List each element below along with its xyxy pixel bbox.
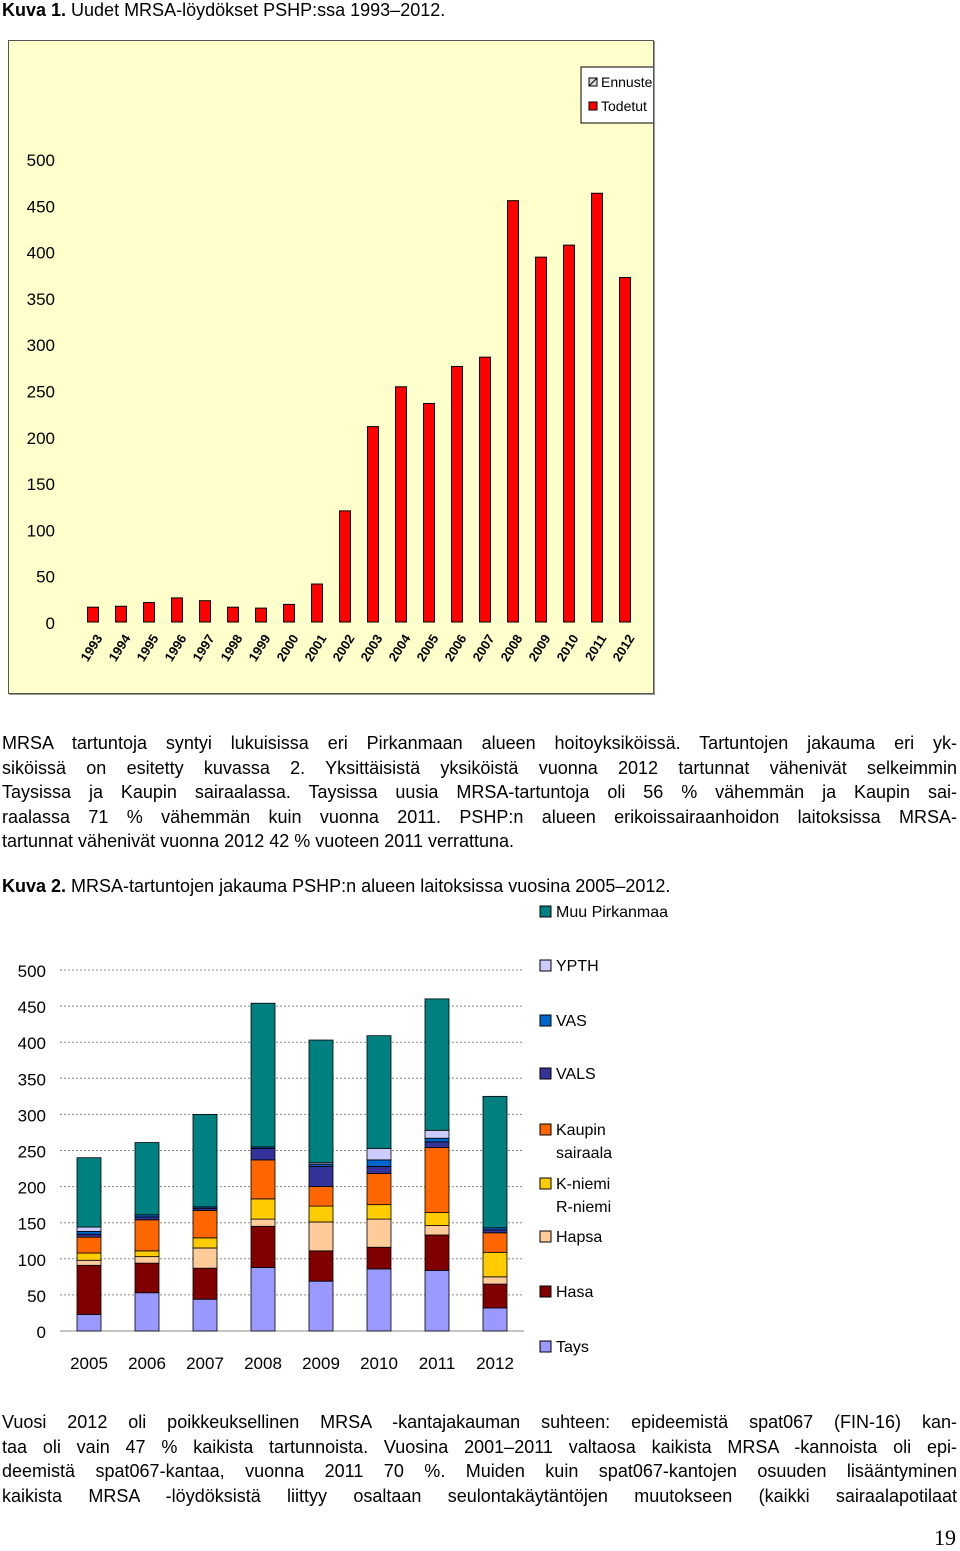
stacked-segment-k-niemi-r-niemi — [367, 1205, 391, 1219]
bar-2000 — [284, 604, 295, 622]
legend-label: R-niemi — [556, 1199, 612, 1216]
stacked-segment-muu-pirkanmaa — [77, 1158, 101, 1227]
stacked-segment-vas — [425, 1138, 449, 1142]
stacked-segment-k-niemi-r-niemi — [251, 1199, 275, 1219]
stacked-segment-kaupin-sairaala — [193, 1210, 217, 1237]
y-tick-label: 0 — [36, 1323, 46, 1342]
stacked-segment-tays — [309, 1281, 333, 1331]
stacked-segment-tays — [483, 1308, 507, 1331]
x-tick-label: 2008 — [244, 1354, 282, 1373]
stacked-segment-hapsa — [251, 1219, 275, 1226]
stacked-segment-muu-pirkanmaa — [483, 1096, 507, 1227]
stacked-segment-kaupin-sairaala — [425, 1148, 449, 1213]
bar-1999 — [256, 608, 267, 622]
legend-label: Tays — [556, 1339, 589, 1356]
stacked-segment-muu-pirkanmaa — [193, 1114, 217, 1206]
stacked-segment-muu-pirkanmaa — [309, 1040, 333, 1163]
stacked-segment-k-niemi-r-niemi — [425, 1213, 449, 1226]
paragraph-1-line: Taysissa ja Kaupin sairaalassa. Taysissa uusia MRSA-tartuntoja oli 56 % vähemmän ja Kaupin sai- — [2, 782, 957, 802]
paragraph-1-line: raalassa 71 % vähemmän kuin vuonna 2011. PSHP:n alueen erikoissairaanhoidon laitoksissa MRSA- — [2, 806, 957, 827]
stacked-segment-tays — [193, 1299, 217, 1331]
stacked-segment-vals — [367, 1166, 391, 1173]
stacked-segment-tays — [251, 1267, 275, 1331]
stacked-segment-vas — [367, 1160, 391, 1166]
chart-1-area — [8, 40, 654, 694]
bar-2009 — [536, 257, 547, 622]
bar-1996 — [172, 598, 183, 622]
stacked-segment-hapsa — [483, 1277, 507, 1284]
x-tick-label: 2005 — [70, 1354, 108, 1373]
bar-1995 — [144, 603, 155, 622]
y-tick-label: 50 — [36, 567, 55, 587]
legend-swatch — [540, 1015, 551, 1026]
bar-1993 — [88, 607, 99, 622]
bar-2003 — [368, 427, 379, 622]
x-tick-label: 2006 — [128, 1354, 166, 1373]
stacked-segment-vals — [135, 1217, 159, 1220]
legend-swatch — [540, 1178, 551, 1189]
legend-label-todetut: Todetut — [601, 98, 647, 114]
caption-kuva-2 — [2, 876, 670, 897]
legend-swatch — [540, 1124, 551, 1135]
x-tick-label: 1995 — [133, 631, 162, 665]
y-tick-label: 450 — [26, 197, 55, 217]
caption-kuva-1 — [2, 0, 445, 21]
y-tick-label: 500 — [17, 962, 46, 981]
x-tick-label: 2000 — [273, 631, 302, 665]
stacked-segment-muu-pirkanmaa — [425, 999, 449, 1130]
stacked-segment-ypth — [77, 1227, 101, 1231]
x-tick-label: 2012 — [609, 631, 638, 665]
bar-1997 — [200, 601, 211, 622]
paragraph-1-line: tartunnat vähenivät vuonna 2012 42 % vuoteen 2011 verrattuna. — [2, 831, 515, 851]
x-tick-label: 1999 — [245, 631, 274, 665]
x-tick-label: 1994 — [105, 631, 134, 665]
y-tick-label: 400 — [17, 1034, 46, 1054]
stacked-segment-k-niemi-r-niemi — [77, 1253, 101, 1260]
stacked-segment-hapsa — [425, 1226, 449, 1235]
x-tick-label: 2011 — [581, 631, 610, 664]
x-tick-label: 2007 — [469, 631, 498, 665]
legend-swatch — [540, 1231, 551, 1242]
stacked-segment-k-niemi-r-niemi — [309, 1206, 333, 1222]
stacked-segment-muu-pirkanmaa — [367, 1036, 391, 1149]
stacked-segment-kaupin-sairaala — [77, 1237, 101, 1253]
bar-2008 — [508, 201, 519, 622]
x-tick-label: 2011 — [418, 1354, 456, 1373]
bar-2007 — [480, 357, 491, 622]
stacked-segment-kaupin-sairaala — [367, 1174, 391, 1205]
legend-label: K-niemi — [556, 1176, 611, 1193]
bar-1994 — [116, 606, 127, 622]
stacked-segment-tays — [77, 1314, 101, 1331]
stacked-segment-tays — [425, 1270, 449, 1331]
legend-label: Hasa — [556, 1284, 594, 1301]
legend-swatch — [540, 906, 551, 917]
y-tick-label: 500 — [26, 151, 55, 170]
stacked-segment-hapsa — [193, 1248, 217, 1268]
y-tick-label: 450 — [17, 998, 46, 1018]
paragraph-2-line: Vuosi 2012 oli poikkeuksellinen MRSA -kantajakauman suhteen: epideemistä spat067 (FIN-16) kan- — [2, 1412, 957, 1432]
x-tick-label: 2012 — [476, 1354, 514, 1373]
stacked-segment-k-niemi-r-niemi — [135, 1251, 159, 1257]
legend-label: sairaala — [556, 1145, 613, 1162]
paragraph-1-line: MRSA tartuntoja syntyi lukuisissa eri Pirkanmaan alueen hoitoyksiköissä. Tartuntojen jakauma eri yk- — [2, 733, 957, 753]
paragraph-2-line: taa oli vain 47 % kaikista tartunnoista. Vuosina 2001–2011 valtaosa kaikista MRSA -kannoista oli epi- — [2, 1436, 957, 1457]
bar-2012 — [620, 278, 631, 622]
stacked-segment-hapsa — [135, 1257, 159, 1263]
caption-kuva-1-label: Kuva 1. — [2, 0, 67, 20]
bar-2010 — [564, 245, 575, 622]
stacked-segment-kaupin-sairaala — [251, 1160, 275, 1199]
x-tick-label: 2004 — [385, 631, 414, 665]
legend-label: VALS — [556, 1066, 596, 1083]
y-tick-label: 250 — [26, 382, 55, 402]
stacked-segment-hasa — [251, 1226, 275, 1267]
x-tick-label: 1998 — [217, 631, 246, 665]
stacked-segment-vals — [77, 1234, 101, 1237]
stacked-segment-hasa — [425, 1235, 449, 1270]
stacked-segment-hasa — [367, 1247, 391, 1269]
stacked-segment-hasa — [309, 1251, 333, 1281]
bar-2005 — [424, 403, 435, 622]
stacked-segment-hasa — [483, 1284, 507, 1308]
x-tick-label: 2007 — [186, 1354, 224, 1373]
caption-kuva-2-text: MRSA-tartuntojen jakauma PSHP:n alueen laitoksissa vuosina 2005–2012. — [66, 876, 671, 896]
chart-2-legend — [540, 904, 668, 1356]
x-tick-label: 2003 — [357, 631, 386, 665]
legend-label-ennuste: Ennuste — [601, 74, 653, 90]
x-tick-label: 2010 — [360, 1354, 398, 1373]
bar-2001 — [312, 584, 323, 622]
stacked-segment-vals — [251, 1148, 275, 1160]
stacked-segment-kaupin-sairaala — [309, 1187, 333, 1206]
x-tick-label: 2001 — [301, 631, 330, 665]
y-tick-label: 350 — [17, 1070, 46, 1090]
stacked-segment-tays — [135, 1293, 159, 1331]
stacked-segment-hapsa — [367, 1219, 391, 1247]
x-tick-label: 2010 — [553, 631, 582, 665]
legend-label: YPTH — [556, 958, 599, 975]
stacked-segment-k-niemi-r-niemi — [483, 1252, 507, 1277]
paragraph-2-line: kaikista MRSA -löydöksistä liittyy osaltaan seulontakäytäntöjen muutokseen (kaikki sairaalapotilaat — [2, 1485, 957, 1506]
bar-2011 — [592, 193, 603, 622]
y-tick-label: 100 — [26, 521, 55, 541]
legend-label: Kaupin — [556, 1122, 606, 1139]
x-tick-label: 2005 — [413, 631, 442, 665]
bar-2004 — [396, 387, 407, 622]
y-tick-label: 300 — [26, 336, 55, 356]
x-tick-label: 1996 — [161, 631, 190, 665]
stacked-segment-hasa — [77, 1265, 101, 1314]
caption-kuva-2-label: Kuva 2. — [2, 876, 67, 896]
chart-1-svg — [9, 41, 653, 693]
legend-swatch-todetut — [589, 102, 597, 110]
y-tick-label: 200 — [26, 428, 55, 448]
stacked-segment-ypth — [367, 1148, 391, 1160]
stacked-segment-hasa — [135, 1263, 159, 1293]
y-tick-label: 350 — [26, 289, 55, 309]
stacked-segment-hapsa — [309, 1222, 333, 1251]
stacked-segment-vals — [309, 1166, 333, 1186]
legend-swatch — [540, 1341, 551, 1352]
x-tick-label: 2002 — [329, 631, 358, 665]
x-tick-label: 2009 — [302, 1354, 340, 1373]
chart-1-legend — [581, 67, 653, 123]
stacked-segment-kaupin-sairaala — [135, 1220, 159, 1251]
x-tick-label: 2009 — [525, 631, 554, 665]
stacked-segment-vals — [425, 1142, 449, 1148]
x-tick-label: 2006 — [441, 631, 470, 665]
stacked-segment-kaupin-sairaala — [483, 1233, 507, 1252]
bar-2006 — [452, 366, 463, 622]
y-tick-label: 400 — [26, 243, 55, 263]
stacked-segment-k-niemi-r-niemi — [193, 1238, 217, 1248]
x-tick-label: 1997 — [189, 631, 218, 665]
y-tick-label: 200 — [17, 1178, 46, 1198]
y-tick-label: 300 — [17, 1106, 46, 1126]
paragraph-2-line: deemistä spat067-kantaa, vuonna 2011 70 %. Muiden kuin spat067-kantojen osuuden lisääntyminen — [2, 1461, 957, 1481]
stacked-segment-hasa — [193, 1268, 217, 1299]
legend-swatch — [540, 1068, 551, 1079]
legend-swatch — [540, 960, 551, 971]
paragraph-1-line: siköissä on esitetty kuvassa 2. Yksittäisistä yksiköistä vuonna 2012 tartunnat vähenivät selkeimmin — [2, 757, 957, 778]
paragraph-1 — [2, 731, 957, 854]
bar-1998 — [228, 607, 239, 622]
legend-label: VAS — [556, 1013, 587, 1030]
paragraph-2 — [2, 1410, 957, 1508]
y-tick-label: 250 — [17, 1142, 46, 1162]
y-tick-label: 100 — [17, 1250, 46, 1270]
bar-2002 — [340, 511, 351, 622]
stacked-segment-hapsa — [77, 1260, 101, 1265]
legend-label: Hapsa — [556, 1229, 603, 1246]
stacked-segment-vals — [483, 1230, 507, 1233]
stacked-segment-muu-pirkanmaa — [135, 1143, 159, 1215]
page-number: 19 — [934, 1525, 956, 1550]
x-tick-label: 1993 — [77, 631, 106, 665]
stacked-segment-muu-pirkanmaa — [251, 1003, 275, 1147]
y-tick-label: 50 — [27, 1286, 46, 1306]
chart-2-svg — [0, 900, 960, 1400]
stacked-segment-tays — [367, 1269, 391, 1331]
stacked-segment-ypth — [425, 1130, 449, 1138]
y-tick-label: 0 — [45, 614, 55, 633]
y-tick-label: 150 — [17, 1214, 46, 1234]
stacked-segment-vas — [77, 1231, 101, 1234]
x-tick-label: 2008 — [497, 631, 526, 665]
y-tick-label: 150 — [26, 475, 55, 495]
legend-label: Muu Pirkanmaa — [556, 904, 669, 921]
legend-swatch — [540, 1286, 551, 1297]
caption-kuva-1-text: Uudet MRSA-löydökset PSHP:ssa 1993–2012. — [66, 0, 446, 20]
